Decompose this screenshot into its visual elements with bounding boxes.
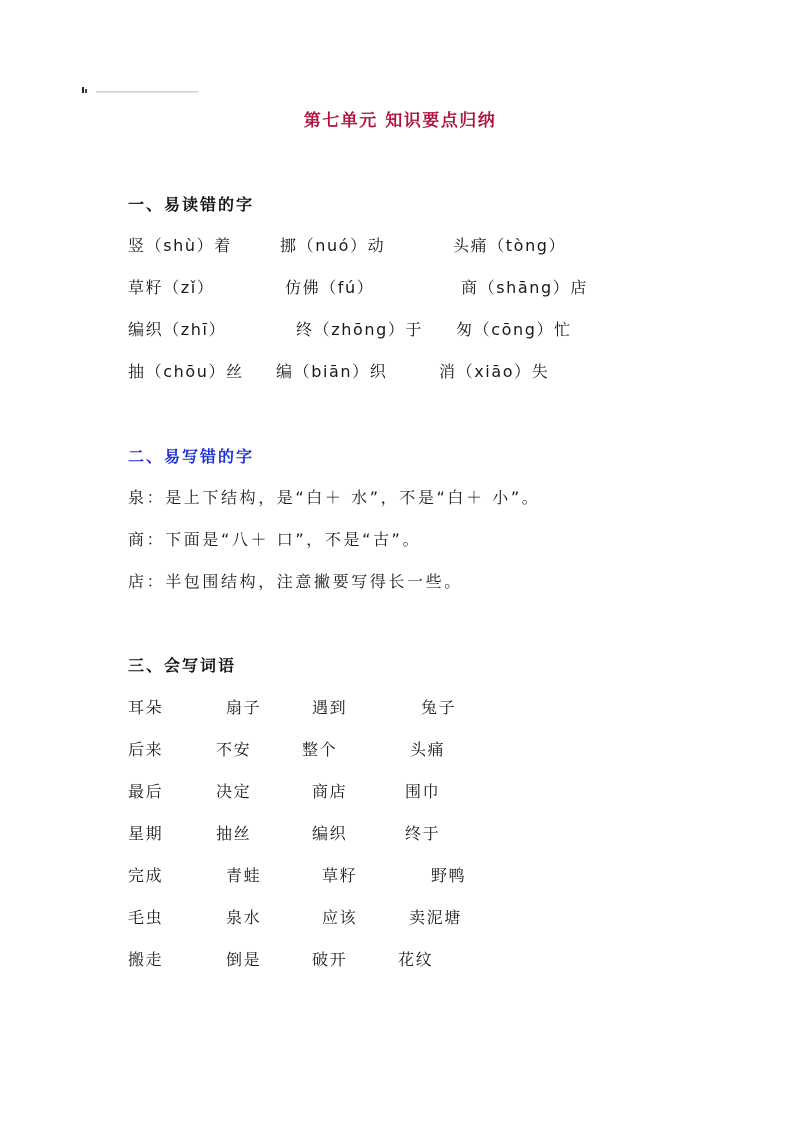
section-heading-easy-misread: 一、易读错的字 [128,195,255,214]
word-item: 扇子 [226,698,262,717]
misread-item: 编织（zhī） [128,320,227,339]
miswrite-note-1: 泉：是上下结构，是“白＋ 水”，不是“白＋ 小”。 [128,488,541,507]
misread-item: 匆（cōng）忙 [456,320,572,339]
section-heading-words-to-write: 三、会写词语 [128,656,237,675]
misread-item: 挪（nuó）动 [280,236,386,255]
misread-item: 仿佛（fú） [285,278,375,297]
word-item: 决定 [216,782,252,801]
word-item: 青蛙 [226,866,262,885]
miswrite-note-2: 商：下面是“八＋ 口”，不是“古”。 [128,530,422,549]
miswrite-note-3: 店：半包围结构，注意撇要写得长一些。 [128,572,463,591]
misread-item: 草籽（zǐ） [128,278,215,297]
word-item: 耳朵 [128,698,164,717]
misread-item: 终（zhōng）于 [296,320,424,339]
word-item: 兔子 [421,698,457,717]
word-item: 终于 [405,824,441,843]
section-heading-easy-miswrite: 二、易写错的字 [128,447,255,466]
document-title: 第七单元 知识要点归纳 [303,111,497,131]
word-item: 抽丝 [216,824,252,843]
word-item: 完成 [128,866,164,885]
word-item: 卖泥塘 [409,908,462,927]
word-item: 草籽 [322,866,358,885]
word-item: 不安 [216,740,252,759]
word-item: 整个 [302,740,338,759]
word-item: 商店 [312,782,348,801]
misread-item: 编（biān）织 [276,362,388,381]
word-item: 应该 [322,908,358,927]
misread-item: 商（shāng）店 [461,278,588,297]
word-item: 破开 [312,950,348,969]
word-item: 最后 [128,782,164,801]
word-item: 围巾 [405,782,441,801]
word-item: 搬走 [128,950,164,969]
misread-item: 抽（chōu）丝 [128,362,244,381]
misread-item: 头痛（tòng） [453,236,567,255]
scan-artifact-mark [82,86,198,94]
word-item: 花纹 [398,950,434,969]
word-item: 泉水 [226,908,262,927]
word-item: 毛虫 [128,908,164,927]
word-item: 星期 [128,824,164,843]
word-item: 倒是 [226,950,262,969]
word-item: 头痛 [410,740,446,759]
word-item: 后来 [128,740,164,759]
word-item: 野鸭 [431,866,467,885]
misread-item: 竖（shù）着 [128,236,232,255]
word-item: 遇到 [312,698,348,717]
misread-item: 消（xiāo）失 [439,362,550,381]
word-item: 编织 [312,824,348,843]
